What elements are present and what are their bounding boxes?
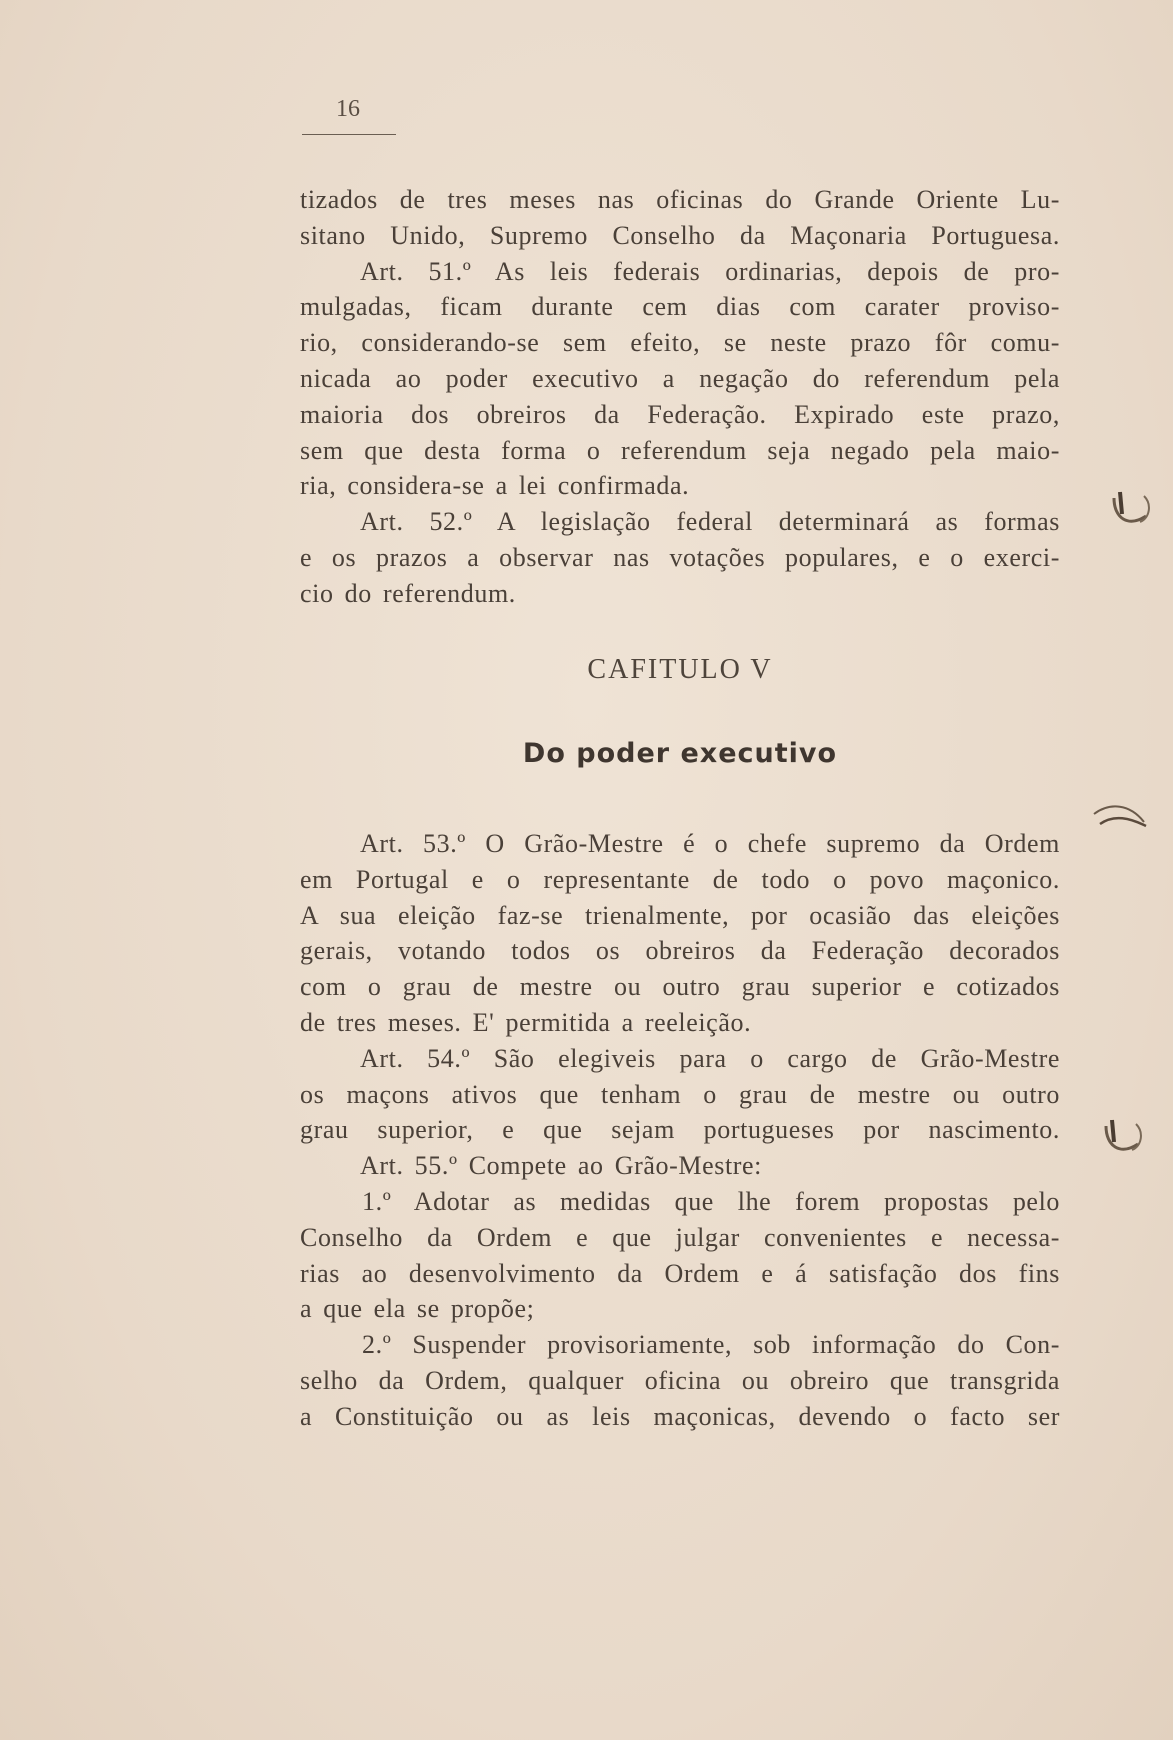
text-line: grau superior, e que sejam portugueses por nascimento.	[300, 1115, 1060, 1145]
text-block-top	[300, 182, 1060, 612]
text-line: e os prazos a observar nas votações populares, e o exerci-	[300, 542, 1060, 572]
page-number: 16	[336, 96, 360, 122]
text-line: Art. 54.º São elegiveis para o cargo de Grão-Mestre	[360, 1043, 1060, 1073]
text-line: rias ao desenvolvimento da Ordem e á satisfação dos fins	[300, 1258, 1060, 1288]
text-line: cio do referendum.	[300, 578, 516, 608]
text-line: gerais, votando todos os obreiros da Federação decorados	[300, 936, 1060, 966]
margin-stamp-icon	[1108, 488, 1158, 534]
text-line: a Constituição ou as leis maçonicas, devendo o facto ser	[300, 1401, 1060, 1431]
margin-stamp-icon	[1100, 1116, 1150, 1162]
header-rule	[302, 134, 396, 135]
text-line: ria, considera-se a lei confirmada.	[300, 471, 690, 501]
text-line: Art. 53.º O Grão-Mestre é o chefe supremo da Ordem	[360, 829, 1060, 858]
section-heading: Do poder executivo	[522, 738, 838, 769]
text-line: em Portugal e o representante de todo o povo maçonico.	[300, 864, 1060, 894]
text-line: com o grau de mestre ou outro grau superior e cotizados	[300, 972, 1060, 1002]
text-line: mulgadas, ficam durante cem dias com carater proviso-	[300, 292, 1060, 322]
text-line: os maçons ativos que tenham o grau de mestre ou outro	[300, 1079, 1060, 1109]
text-line: 1.º Adotar as medidas que lhe forem propostas pelo	[362, 1186, 1060, 1216]
text-line: rio, considerando-se sem efeito, se neste prazo fôr comu-	[300, 328, 1060, 358]
text-line: Art. 51.º As leis federais ordinarias, depois de pro-	[360, 256, 1060, 286]
text-line: Conselho da Ordem e que julgar convenientes e necessa-	[300, 1222, 1060, 1252]
text-line: nicada ao poder executivo a negação do referendum pela	[300, 363, 1060, 393]
text-line: maioria dos obreiros da Federação. Expirado este prazo,	[300, 399, 1060, 429]
text-block-bottom	[300, 826, 1060, 1435]
chapter-heading: CAFITULO V	[587, 654, 773, 685]
margin-flourish-icon	[1090, 800, 1150, 838]
text-line: tizados de tres meses nas oficinas do Grande Oriente Lu-	[300, 185, 1060, 214]
text-line: Art. 52.º A legislação federal determinará as formas	[360, 507, 1060, 537]
text-line: A sua eleição faz-se trienalmente, por ocasião das eleições	[300, 900, 1060, 930]
text-line: sem que desta forma o referendum seja negado pela maio-	[300, 435, 1060, 465]
text-line: selho da Ordem, qualquer oficina ou obreiro que transgrida	[300, 1365, 1060, 1395]
text-line: 2.º Suspender provisoriamente, sob informação do Con-	[362, 1330, 1060, 1360]
text-line: sitano Unido, Supremo Conselho da Maçonaria Portuguesa.	[300, 220, 1060, 250]
text-line: Art. 55.º Compete ao Grão-Mestre:	[360, 1151, 762, 1181]
text-line: de tres meses. E' permitida a reeleição.	[300, 1007, 752, 1037]
text-line: a que ela se propõe;	[300, 1294, 535, 1324]
